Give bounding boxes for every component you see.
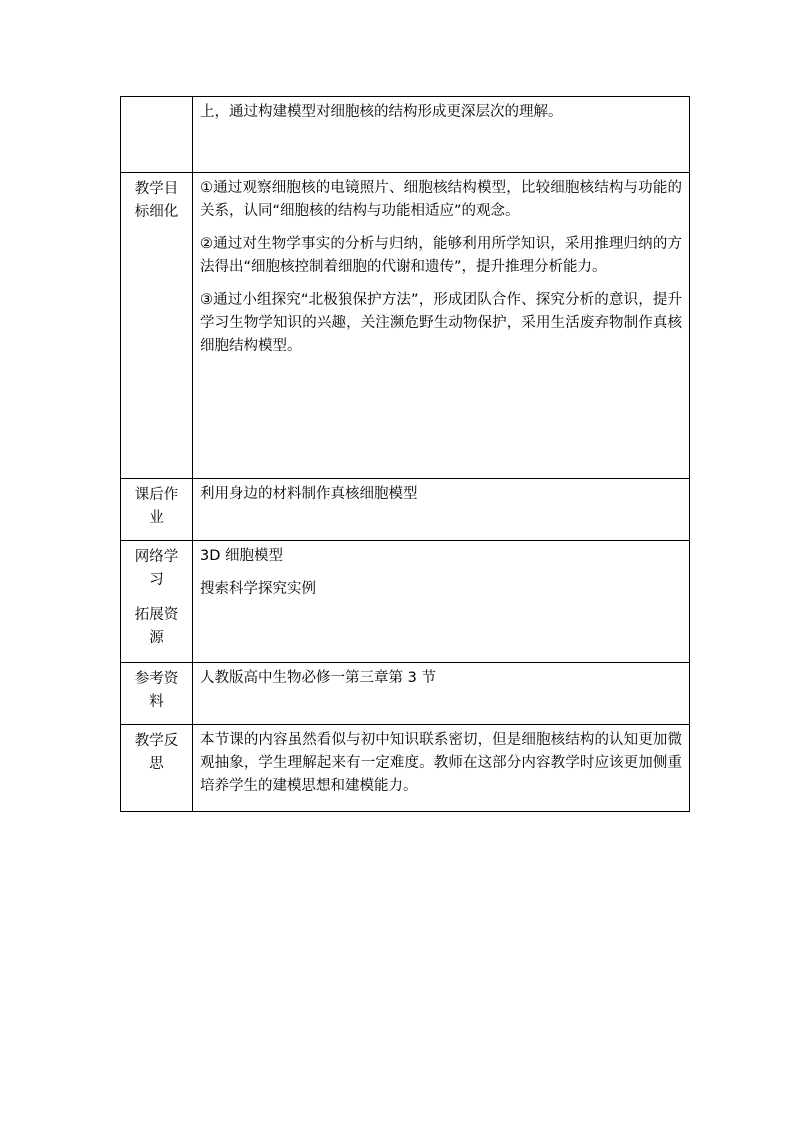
paragraph: 利用身边的材料制作真核细胞模型 [200,486,418,502]
paragraph: 3D 细胞模型 [200,548,283,564]
table-row-online-resources [121,541,690,663]
paragraph: 上，通过构建模型对细胞核的结构形成更深层次的理解。 [200,104,563,120]
row-content-references [193,663,690,725]
label-line: 业 [149,510,164,526]
row-label-empty [121,97,193,173]
paragraph: 搜索科学探究实例 [200,581,316,597]
label-line: 拓展资 [134,607,179,623]
label-line: 教学目 [134,181,179,197]
paragraph: ①通过观察细胞核的电镜照片、细胞核结构模型，比较细胞核结构与功能的关系，认同“细胞核的结构与功能相适应”的观念。 [200,180,682,219]
paragraph: 本节课的内容虽然看似与初中知识联系密切，但是细胞核结构的认知更加微观抽象，学生理解起来有一定难度。教师在这部分内容教学时应该更加侧重培养学生的建模思想和建模能力。 [200,732,682,794]
row-content-objectives [193,173,690,479]
label-line: 教学反 [134,733,179,749]
table-row-continuation [121,97,690,173]
label-line: 参考资 [134,671,179,687]
row-content-homework [193,479,690,541]
paragraph: ③通过小组探究“北极狼保护方法”，形成团队合作、探究分析的意识，提升学习生物学知识的兴趣，关注濒危野生动物保护，采用生活废弃物制作真核细胞结构模型。 [200,292,682,354]
row-label-reflection [121,725,193,812]
paragraph: ②通过对生物学事实的分析与归纳，能够利用所学知识，采用推理归纳的方法得出“细胞核控制着细胞的代谢和遗传”，提升推理分析能力。 [200,236,682,275]
row-content-reflection [193,725,690,812]
label-line: 料 [149,694,164,710]
row-label-objectives [121,173,193,479]
label-line: 课后作 [134,487,179,503]
row-label-homework [121,479,193,541]
table-row-objectives [121,173,690,479]
row-label-references [121,663,193,725]
table-row-homework [121,479,690,541]
row-content-continuation [193,97,690,173]
table-row-reflection [121,725,690,812]
row-label-online-resources [121,541,193,663]
row-content-online-resources [193,541,690,663]
label-line: 源 [149,630,164,646]
table-row-references [121,663,690,725]
label-line: 习 [149,572,164,588]
label-line: 思 [149,756,164,772]
lesson-plan-table [120,96,690,812]
label-line: 标细化 [134,204,179,220]
paragraph: 人教版高中生物必修一第三章第 3 节 [200,670,436,686]
label-line: 网络学 [134,549,179,565]
